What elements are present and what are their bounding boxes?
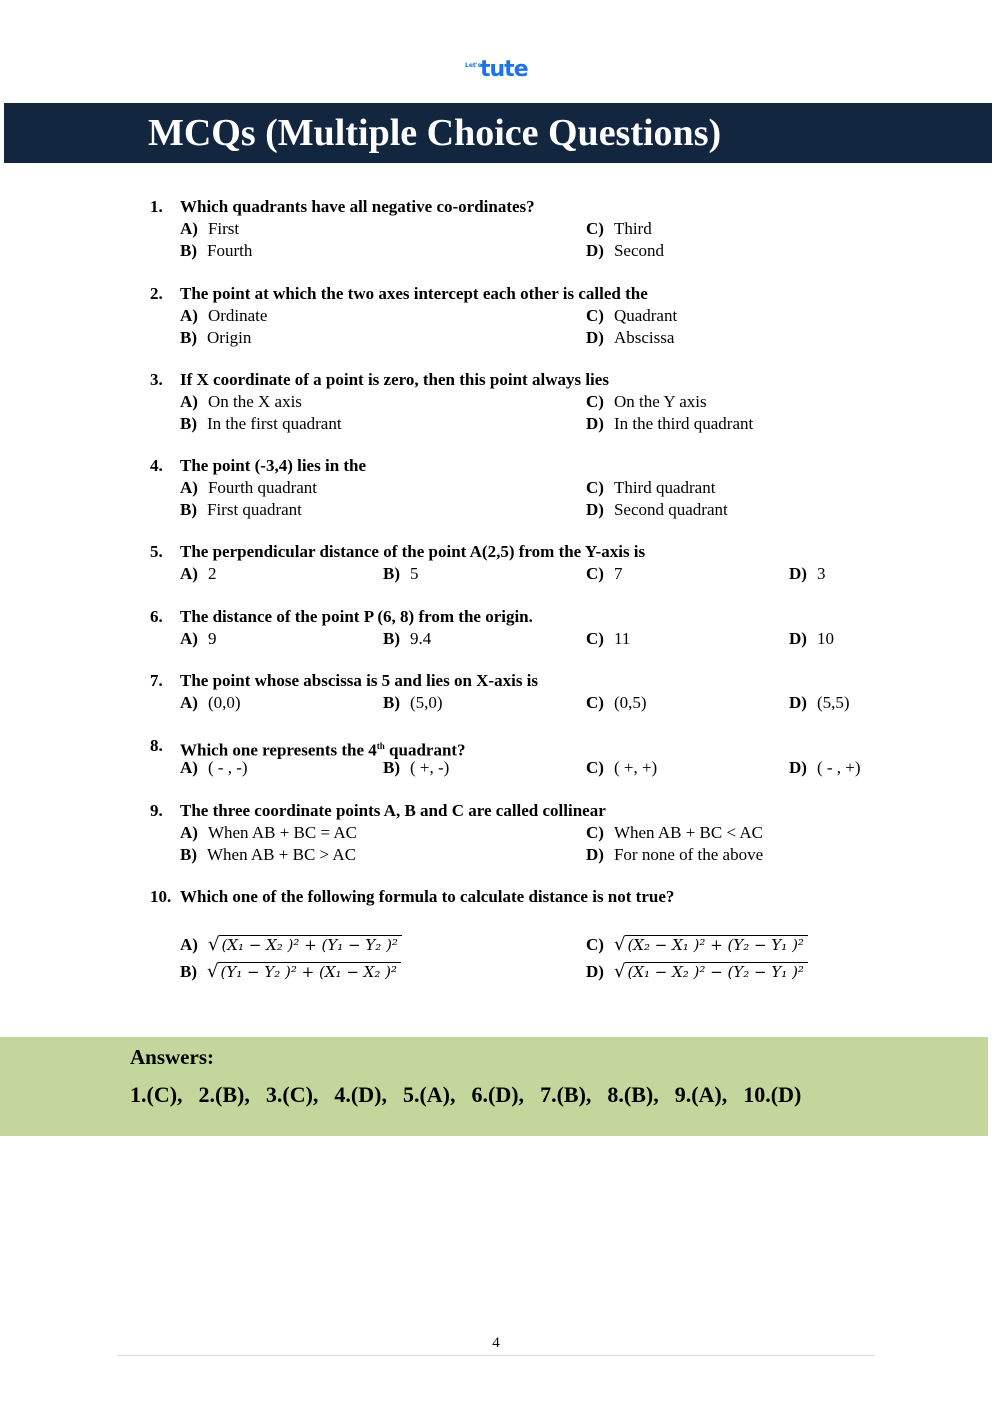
option-a: [180, 218, 239, 240]
question-text: [180, 800, 606, 822]
question-text: [180, 369, 609, 391]
option-letter: B): [383, 693, 400, 712]
option-letter: D): [789, 564, 807, 583]
question-line: [150, 606, 870, 628]
option-d: [789, 692, 850, 714]
question-line: [150, 886, 870, 908]
option-text: First: [207, 219, 240, 238]
formula-text: (X₁ − X₂ )² − (Y₂ − Y₁ )²: [625, 962, 808, 981]
title-banner: [4, 103, 992, 163]
option-d: [586, 844, 763, 866]
option-text: ( - , -): [207, 758, 248, 777]
answers-list: [130, 1082, 817, 1108]
option-d: [586, 413, 753, 435]
question-8: [150, 735, 870, 779]
option-text: Ordinate: [207, 306, 268, 325]
option-letter: A): [180, 629, 198, 648]
option-letter: D): [789, 693, 807, 712]
option-letter: C): [586, 564, 604, 583]
square-root-icon: √: [207, 961, 219, 982]
options-row: [150, 477, 870, 499]
option-text: When AB + BC < AC: [613, 823, 764, 842]
options-row: [150, 391, 870, 413]
option-text: In the first quadrant: [207, 414, 342, 433]
options-row: [150, 218, 870, 240]
options-row: [150, 822, 870, 844]
question-number: 3.: [150, 370, 163, 389]
option-d: [586, 499, 728, 521]
question-text: [180, 541, 645, 563]
option-text: (5,0): [410, 693, 443, 712]
answer-item: 2.(B),: [198, 1082, 250, 1107]
option-a: [180, 692, 241, 714]
option-text: On the X axis: [207, 392, 302, 411]
answer-item: 6.(D),: [471, 1082, 525, 1107]
options-row: [150, 757, 870, 779]
option-a: [180, 391, 302, 413]
option-letter: C): [586, 478, 604, 497]
option-text: 9: [207, 629, 217, 648]
option-text: Quadrant: [613, 306, 678, 325]
question-line: [150, 196, 870, 218]
option-a: [180, 563, 216, 585]
option-c: [586, 391, 707, 413]
question-text-after: quadrant?: [384, 740, 466, 760]
option-text: 10: [816, 629, 834, 648]
option-letter: C): [586, 823, 604, 842]
option-c: [586, 305, 677, 327]
option-letter: B): [180, 414, 197, 433]
question-number: 10.: [150, 887, 172, 906]
option-text: (5,5): [816, 693, 850, 712]
option-letter: B): [180, 962, 197, 981]
option-text: ( +, +): [613, 758, 658, 777]
option-a: [180, 628, 216, 650]
question-2: [150, 283, 870, 349]
option-letter: D): [586, 241, 604, 260]
question-text: [180, 886, 674, 908]
question-9: [150, 800, 870, 866]
options-row: [150, 413, 870, 435]
option-text: (0,0): [207, 693, 241, 712]
option-text: In the third quadrant: [613, 414, 754, 433]
option-text: 3: [816, 564, 826, 583]
option-letter: D): [586, 328, 604, 347]
option-letter: D): [586, 414, 604, 433]
option-letter: A): [180, 392, 198, 411]
option-letter: C): [586, 758, 604, 777]
option-letter: B): [180, 328, 197, 347]
option-text: For none of the above: [613, 845, 764, 864]
option-letter: A): [180, 564, 198, 583]
formula-text: (X₁ − X₂ )² + (Y₁ − Y₂ )²: [219, 935, 402, 954]
option-text: When AB + BC > AC: [207, 845, 357, 864]
option-c: [586, 218, 652, 240]
question-4: [150, 455, 870, 521]
options-row: [150, 327, 870, 349]
option-letter: D): [586, 845, 604, 864]
question-7: [150, 670, 870, 714]
question-number: 9.: [150, 801, 163, 820]
option-letter: C): [586, 306, 604, 325]
option-letter: D): [586, 962, 604, 981]
answer-item: 4.(D),: [334, 1082, 387, 1107]
question-line: [150, 670, 870, 692]
option-text: On the Y axis: [613, 392, 707, 411]
question-line: [150, 541, 870, 563]
option-b: [180, 499, 302, 521]
option-letter: A): [180, 693, 198, 712]
option-b: [180, 327, 251, 349]
options-row: [150, 844, 870, 866]
option-b: [383, 628, 431, 650]
option-letter: A): [180, 823, 198, 842]
option-b: [180, 961, 401, 983]
superscript: th: [376, 741, 385, 751]
question-text-main: The point whose abscissa is 5 and lies on X-axis is: [180, 671, 539, 690]
option-a: [180, 305, 267, 327]
option-letter: B): [180, 241, 197, 260]
answer-item: 8.(B),: [607, 1082, 659, 1107]
page-title: MCQs (Multiple Choice Questions): [148, 112, 722, 154]
option-a: [180, 477, 317, 499]
option-letter: D): [789, 629, 807, 648]
option-letter: A): [180, 306, 198, 325]
option-c: [586, 822, 763, 844]
question-text-main: Which one of the following formula to calculate distance is not true?: [180, 887, 675, 906]
option-text: Fourth: [207, 241, 253, 260]
question-text-main: The three coordinate points A, B and C are called collinear: [180, 801, 606, 820]
question-line: [150, 283, 870, 305]
option-letter: C): [586, 219, 604, 238]
option-letter: C): [586, 935, 604, 954]
option-text: Third: [613, 219, 652, 238]
option-letter: A): [180, 935, 198, 954]
answer-item: 10.(D): [743, 1082, 802, 1107]
option-c: [586, 477, 715, 499]
option-letter: A): [180, 758, 198, 777]
page-number: 4: [492, 1335, 500, 1351]
option-d: [789, 563, 825, 585]
options-row: [150, 563, 870, 585]
option-text: Abscissa: [613, 328, 675, 347]
options-row: [150, 240, 870, 262]
option-letter: A): [180, 219, 198, 238]
square-root-icon: √: [613, 961, 626, 982]
option-c: [586, 692, 647, 714]
answer-item: 9.(A),: [674, 1082, 728, 1107]
question-number: 5.: [150, 542, 163, 561]
option-text: Fourth quadrant: [207, 478, 318, 497]
option-b: [383, 757, 449, 779]
option-text: Origin: [207, 328, 252, 347]
option-text: When AB + BC = AC: [207, 823, 358, 842]
option-b: [180, 844, 356, 866]
option-c: [586, 563, 622, 585]
answer-item: 7.(B),: [540, 1082, 592, 1107]
option-text: 9.4: [410, 629, 432, 648]
answers-title: Answers:: [130, 1045, 214, 1069]
question-text: [180, 283, 648, 305]
question-line: [150, 369, 870, 391]
question-1: [150, 196, 870, 262]
question-text-main: The point at which the two axes intercept each other is called the: [180, 284, 648, 303]
question-text: [180, 606, 533, 628]
option-letter: D): [586, 500, 604, 519]
option-letter: A): [180, 478, 198, 497]
square-root-icon: √: [207, 934, 220, 955]
question-5: [150, 541, 870, 585]
spacer: [150, 908, 870, 932]
question-number: 1.: [150, 197, 163, 216]
question-text-main: If X coordinate of a point is zero, then this point always lies: [180, 370, 609, 389]
options-row: [150, 499, 870, 521]
question-text-main: The point (-3,4) lies in the: [180, 456, 367, 475]
options-row: [150, 628, 870, 650]
option-d: [586, 961, 808, 983]
option-text: Second: [613, 241, 664, 260]
option-c: [586, 934, 808, 956]
option-b: [180, 413, 342, 435]
formula-text: (Y₁ − Y₂ )² + (X₁ − X₂ )²: [218, 962, 401, 981]
option-d: [789, 757, 861, 779]
logo-small-text: Let's: [465, 62, 482, 69]
footer-divider: [117, 1355, 875, 1356]
question-text: [180, 455, 366, 477]
option-letter: D): [789, 758, 807, 777]
option-text: Second quadrant: [613, 500, 728, 519]
option-text: ( +, -): [410, 758, 450, 777]
option-c: [586, 628, 630, 650]
question-line: [150, 800, 870, 822]
option-text: 7: [613, 564, 623, 583]
answer-item: 3.(C),: [265, 1082, 319, 1107]
question-text-main: Which quadrants have all negative co-ordinates?: [180, 197, 535, 216]
option-letter: C): [586, 392, 604, 411]
question-line: [150, 735, 870, 760]
option-letter: B): [180, 500, 197, 519]
question-text-main: The distance of the point P (6, 8) from the origin.: [180, 607, 533, 626]
question-number: 2.: [150, 284, 163, 303]
question-number: 6.: [150, 607, 163, 626]
option-b: [383, 692, 443, 714]
option-letter: C): [586, 629, 604, 648]
option-text: ( - , +): [816, 758, 861, 777]
question-line: [150, 455, 870, 477]
question-number: 7.: [150, 671, 163, 690]
option-text: Third quadrant: [613, 478, 716, 497]
question-text-main: The perpendicular distance of the point A(2,5) from the Y-axis is: [180, 542, 646, 561]
answers-panel: [0, 1037, 988, 1136]
square-root-icon: √: [613, 934, 626, 955]
option-d: [586, 240, 664, 262]
option-letter: C): [586, 693, 604, 712]
answer-item: 5.(A),: [402, 1082, 456, 1107]
option-b: [180, 240, 252, 262]
formula-row: [150, 961, 870, 986]
option-text: 2: [207, 564, 217, 583]
question-text-main: Which one represents the 4: [180, 740, 377, 760]
option-b: [383, 563, 419, 585]
option-a: [180, 822, 357, 844]
formula-text: (X₂ − X₁ )² + (Y₂ − Y₁ )²: [625, 935, 808, 954]
options-row: [150, 305, 870, 327]
option-letter: B): [180, 845, 197, 864]
question-3: [150, 369, 870, 435]
option-c: [586, 757, 657, 779]
question-10: [150, 886, 870, 986]
answer-item: 1.(C),: [130, 1082, 183, 1107]
option-text: First quadrant: [207, 500, 302, 519]
question-number: 8.: [150, 736, 163, 755]
option-text: 11: [613, 629, 631, 648]
option-letter: B): [383, 758, 400, 777]
option-text: (0,5): [613, 693, 647, 712]
option-a: [180, 934, 402, 956]
question-text: [180, 196, 535, 218]
formula-row: [150, 934, 870, 959]
option-a: [180, 757, 248, 779]
option-letter: B): [383, 629, 400, 648]
option-letter: B): [383, 564, 400, 583]
option-d: [789, 628, 834, 650]
question-6: [150, 606, 870, 650]
options-row: [150, 692, 870, 714]
option-d: [586, 327, 674, 349]
option-text: 5: [410, 564, 419, 583]
logo-main-text: tute: [480, 57, 528, 82]
question-text: [180, 670, 538, 692]
question-number: 4.: [150, 456, 163, 475]
